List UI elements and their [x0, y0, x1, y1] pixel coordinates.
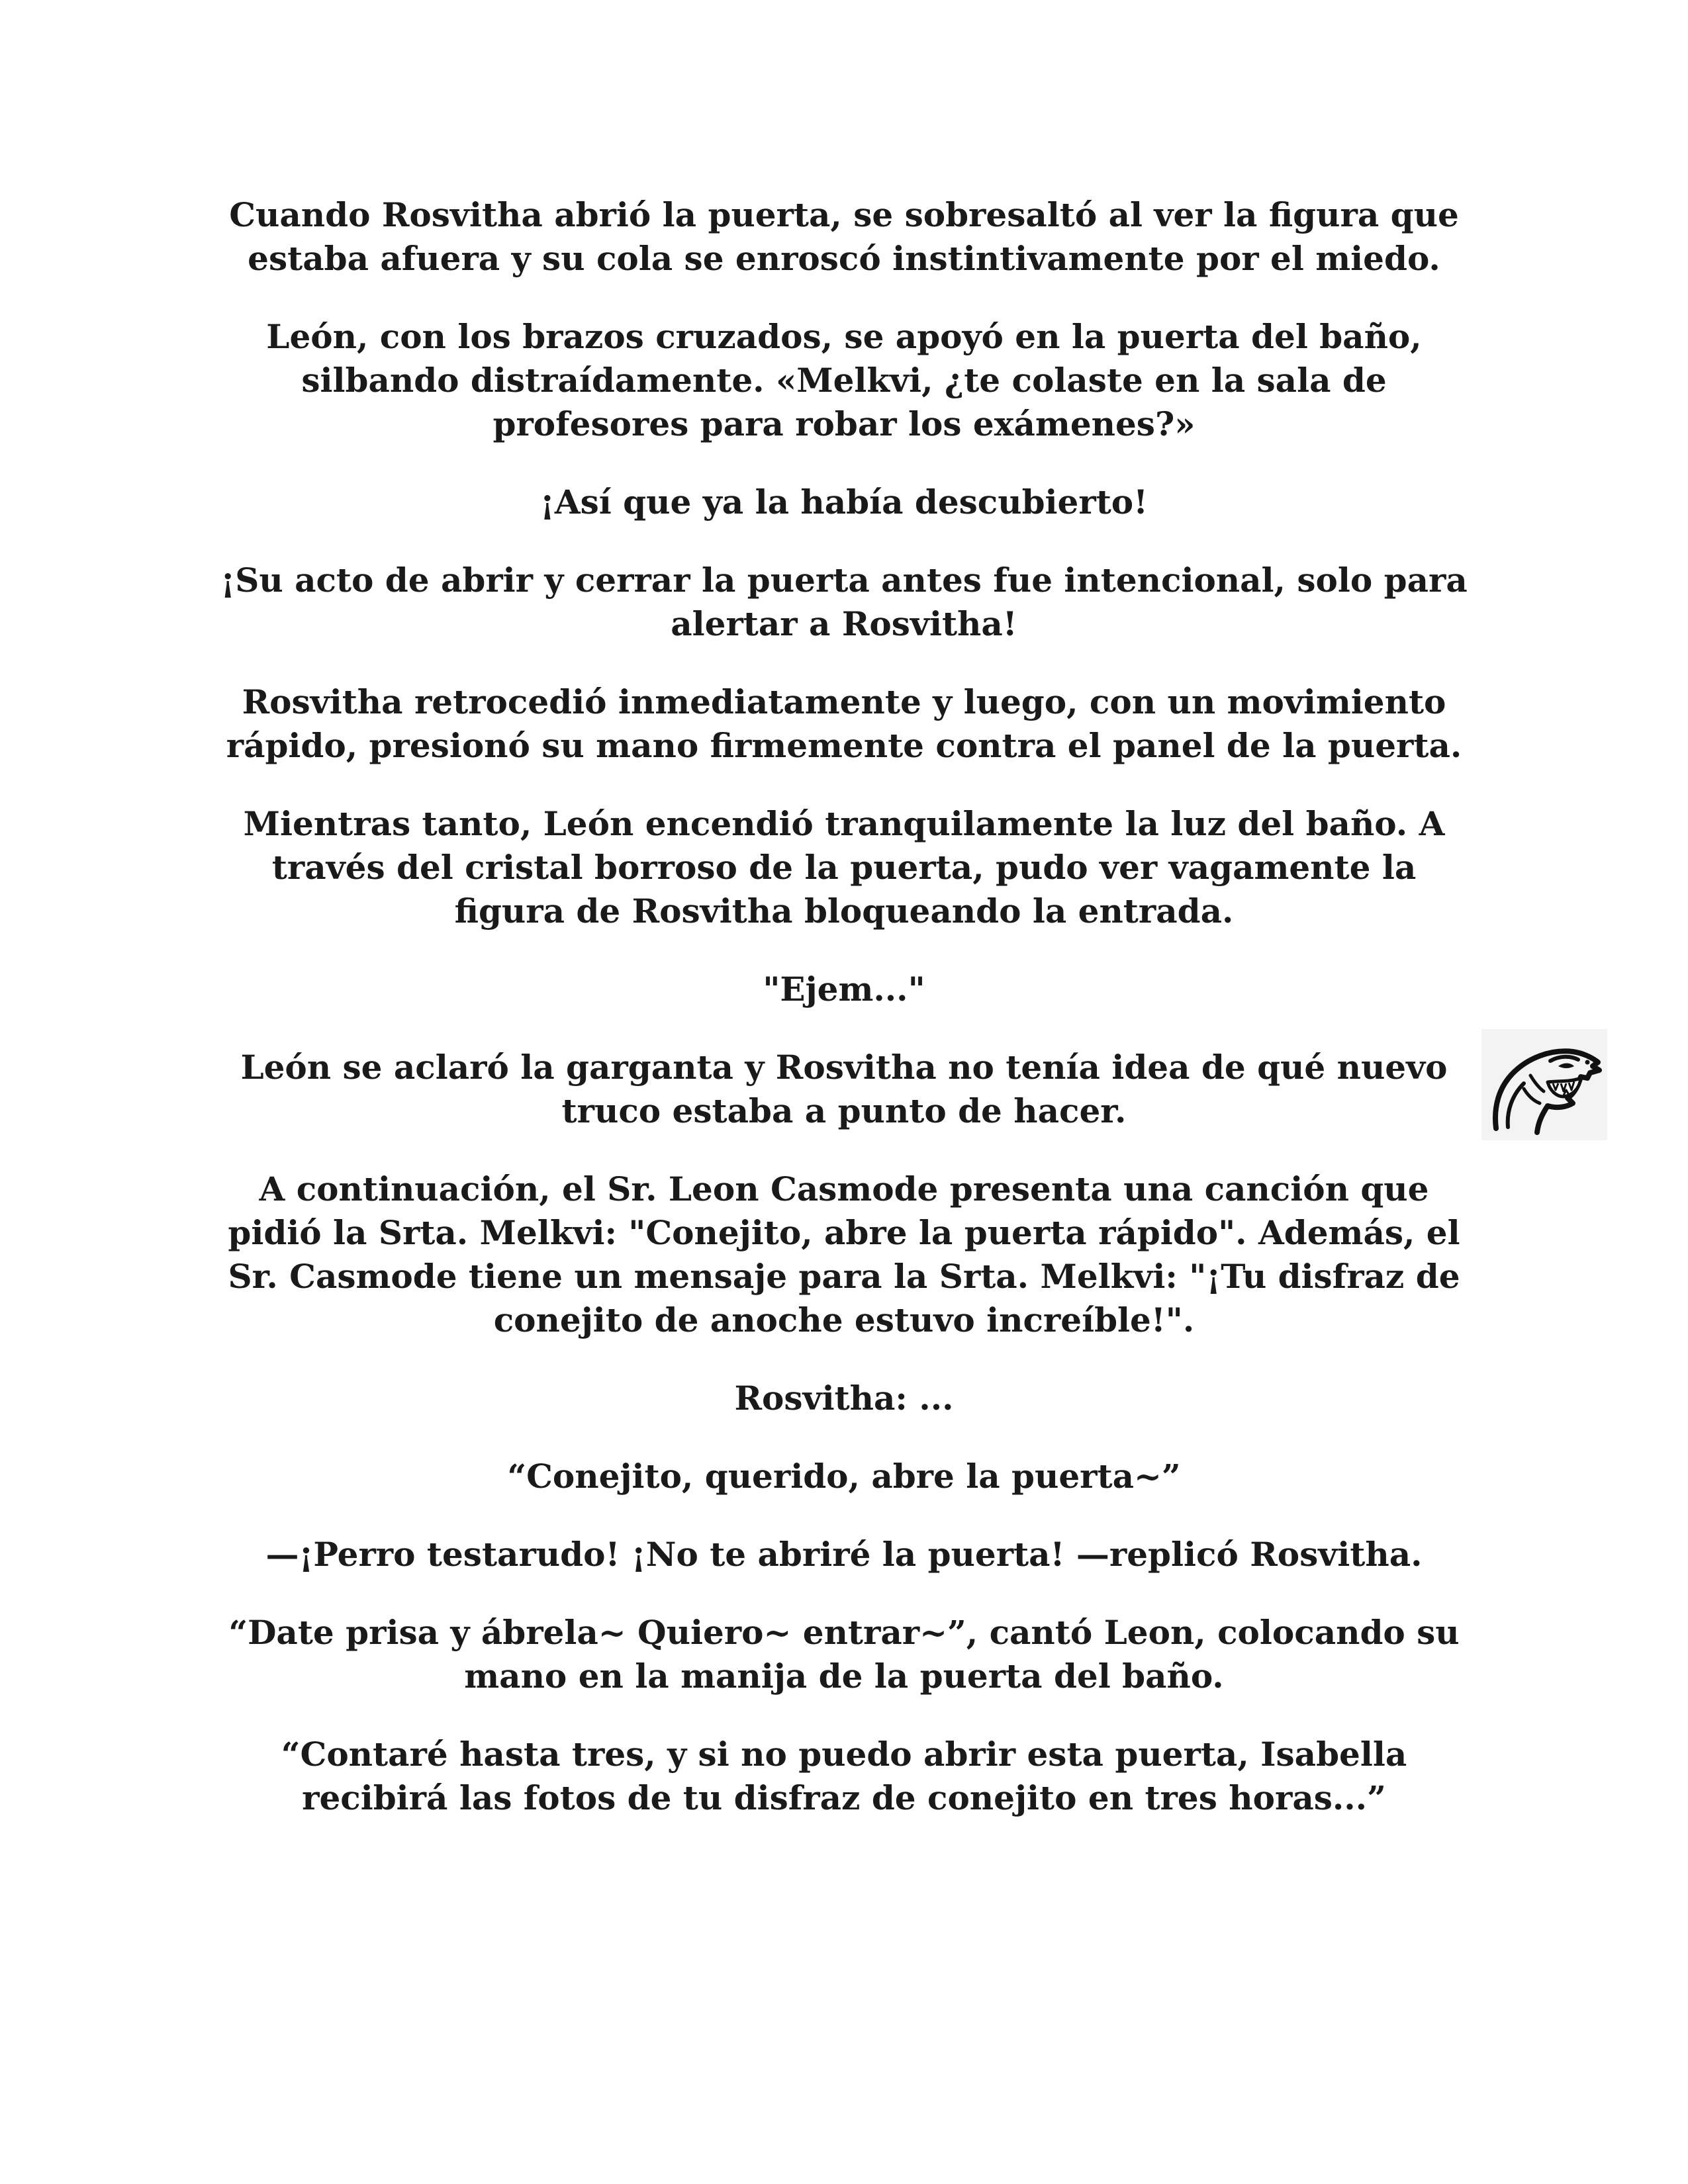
- t-rex-head-icon: [1481, 1029, 1607, 1140]
- paragraph: —¡Perro testarudo! ¡No te abriré la puerta! —replicó Rosvitha.: [265, 1535, 1423, 1574]
- paragraph: ¡Así que ya la había descubierto!: [539, 482, 1149, 522]
- paragraph: "Ejem...": [763, 970, 925, 1009]
- paragraph: Mientras tanto, León encendió tranquilamente la luz del baño. A través del cristal borroso de la puerta, pudo ver vagamente la figura de Rosvitha bloqueando la entrada.: [243, 804, 1445, 931]
- paragraph: León se aclaró la garganta y Rosvitha no tenía idea de qué nuevo truco estaba a punto de hacer.: [240, 1048, 1448, 1130]
- paragraph: Rosvitha retrocedió inmediatamente y luego, con un movimiento rápido, presionó su mano firmemente contra el panel de la puerta.: [226, 682, 1462, 765]
- paragraph: ¡Su acto de abrir y cerrar la puerta antes fue intencional, solo para alertar a Rosvitha!: [220, 561, 1468, 643]
- story-text: [218, 193, 1470, 1854]
- paragraph: León, con los brazos cruzados, se apoyó en la puerta del baño, silbando distraídamente. «Melkvi, ¿te colaste en la sala de profesores para robar los exámenes?»: [266, 317, 1422, 443]
- paragraph: Cuando Rosvitha abrió la puerta, se sobresaltó al ver la figura que estaba afuera y su cola se enroscó instintivamente por el miedo.: [229, 195, 1459, 278]
- t-rex-logo: [1481, 1029, 1607, 1140]
- paragraph: A continuación, el Sr. Leon Casmode presenta una canción que pidió la Srta. Melkvi: "Conejito, abre la puerta rápido". Además, el Sr. Casmode tiene un mensaje para la Srta. Melkvi: "¡Tu disfraz de conejito de anoche estuvo increíble!".: [228, 1169, 1460, 1340]
- paragraph: “Date prisa y ábrela~ Quiero~ entrar~”, cantó Leon, colocando su mano en la manija de la puerta del baño.: [228, 1613, 1460, 1696]
- paragraph: Rosvitha: ...: [734, 1379, 954, 1418]
- paragraph: “Contaré hasta tres, y si no puedo abrir esta puerta, Isabella recibirá las fotos de tu disfraz de conejito en tres horas...”: [281, 1735, 1407, 1817]
- paragraph: “Conejito, querido, abre la puerta~”: [507, 1457, 1181, 1496]
